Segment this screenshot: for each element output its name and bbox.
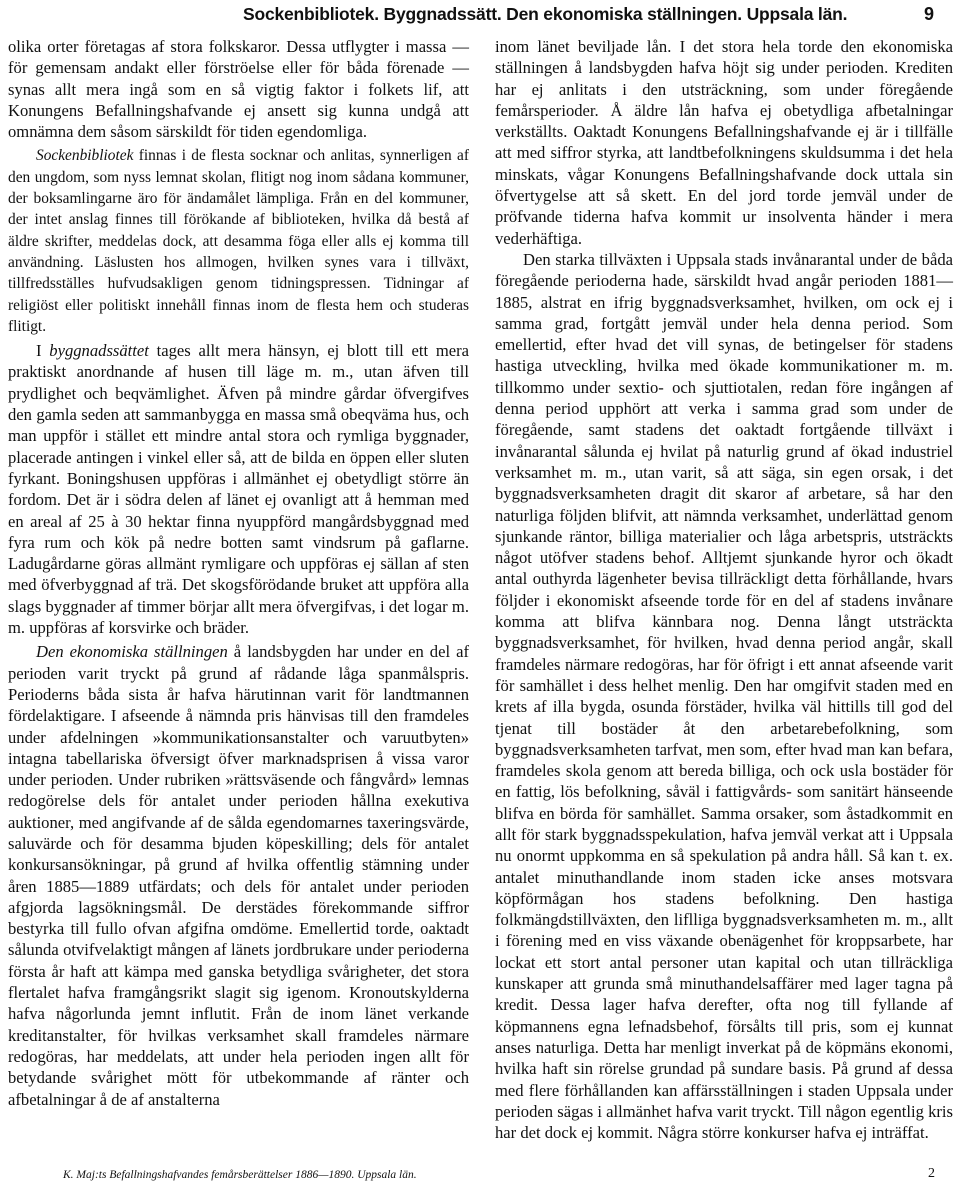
paragraph-lead: Den ekonomiska ställningen: [36, 642, 228, 662]
paragraph-credit: inom länet beviljade lån. I det stora hela torde den ekonomiska ställningen å landsbygden hafva höjt sig under perioden. Krediten har ej anlitats i den utsträckning, som under föregående femårsperioder. Å äldre lån hafva ej obetydliga afbetalningar verkställts. Oaktadt Konungens Befallningshafvande ej är i tillfälle att med siffror styrka, att landtbefolkningens skuldsumma i det hela minskats, vågar Konungens Befallningshafvande dock uttala sin öfvertygelse att så skett. En del jord torde jemväl under de pröfvande tiderna hafva kommit ur insolventa händer i mera vederhäftiga.: [495, 37, 953, 248]
paragraph-prefix: I: [36, 341, 50, 361]
running-title: Sockenbibliotek. Byggnadssätt. Den ekonomiska ställningen. Uppsala län.: [243, 4, 848, 24]
paragraph-text: tages allt mera hänsyn, ej blott till ett mera praktiskt anordnande af husen till läge m. m., utan äfven till prydlighet och beqvämlighet. Äfven på mindre gårdar öfvergifves den gamla seden att sammanbygga en massa små obeqväma hus, och man uppför i stället ett mindre antal stora och rymliga byggnader, placerade antingen i vinkel eller så, att de bilda en öppen eller sluten fyrkant. Boningshusen uppföras i allmänhet ej obetydligt större än fordom. Det är i södra delen af länet ej ovanligt att å hemman med en areal af 25 à 30 hektar finna nyuppförd mangårdsbyggnad med fyra rum och kök på nedre botten samt vindsrum på gaflarne. Ladugårdarne göras allmänt rymligare och uppföras ej sällan af sten med öfverbyggnad af trä. Det skogsförödande bruket att uppföra alla slags byggnader af timmer börjar allt mera öfvergifvas, i det logar m. m. uppföras af korsvirke och bräder.: [8, 341, 469, 638]
paragraph-text: å landsbygden har under en del af perioden varit tryckt på grund af rådande låga spanmålspris. Perioderns båda sista år hafva härutinnan varit för landtmannen fördelaktigare. I afseende å nämnda pris hänvisas till den framdeles under afdelningen »kommunikationsanstalter och varuutbyten» intagna tabellariska öfversigt öfver marknadsprisen å vissa varor under perioden. Under rubriken »rättsväsende och fångvård» lemnas redogörelse dels för antalet under perioden hållna exekutiva auktioner, med angifvande af de sålda egendomarnes taxeringsvärde, saluvärde och för desamma bjuden köpeskilling; dels för antalet konkursansökningar, på grund af hvilka offentlig stämning under åren 1885—1889 utfärdats; och dels för antalet under perioden afgjorda lagsökningsmål. De derstädes förekommande siffror bestyrka till fullo ofvan afgifna omdöme. Emellertid torde, oaktadt sålunda otvifvelaktigt mången af länets jordbrukare under perioderna första år haft att kämpa med ganska betydliga svårigheter, det stora flertalet hafva framgångsrikt slagit sig igenom. Kronoutskylderna hafva någorlunda jemnt influtit. Från de inom länet verkande kreditanstalter, för hvilkas verksamhet skall framdeles närmare redogöras, har meddelats, att under hela perioden ingen allt för betydande svårighet mött för utbekommande af ränter och afbetalningar å de af anstalterna: [8, 642, 469, 1109]
source-citation: K. Maj:ts Befallningshafvandes femårsberättelser 1886—1890. Uppsala län.: [63, 1169, 417, 1181]
paragraph-parish-library: [8, 145, 469, 337]
footer-page-number: 2: [928, 1166, 935, 1181]
right-column: [495, 36, 953, 1143]
paragraph-building-style: [8, 340, 469, 638]
paragraph-outings: olika orter företagas af stora folkskaror. Dessa utflygter i massa — för gemensam andakt eller förströelse eller för båda förenade — synas allt mera ingå som en så vigtig faktor i folkets lif, att Konungens Befallningshafvande ej ansett sig kunna undgå att omnämna dem såsom särskildt för tiden egendomliga.: [8, 37, 469, 142]
paragraph-uppsala-growth: Den starka tillväxten i Uppsala stads invånarantal under de båda föregående perioderna hade, särskildt hvad angår perioden 1881—1885, alstrat en ifrig byggnadsverksamhet, hvilken, om ock ej i samma grad, fortgått jemväl under hela denna period. Som emellertid, efter hvad det vill synas, de betingelser för stadens hastiga utveckling, hvilka med ökade kommunikationer m. m. tillkommo under sextio- och sjuttiotalen, redan före ingången af denna period upphört att verka i samma grad som under de föregående, samt stadens det oaktadt fortgående tillväxt i invånarantal sålunda ej hvilat på naturlig grund af ökad industriel verksamhet m. m., utan varit, så att säga, sin egen orsak, i det byggnadsverksamheten dragit dit skaror af arbetare, så har den naturliga följden blifvit, att nämnda verksamhet, underlättad genom sjunkande räntor, billiga materialier och låga arbetspris, utsträckts något utöfver stadens behof. Alltjemt sjunkande hyror och ökadt antal outhyrda lägenheter bevisa tillräckligt detta förhållande, hvars följder i ekonomiskt afseende torde för en del af stadens invånare komma att blifva kännbara nog. Denna långt utsträckta byggnadsverksamhet, för hvilken, hvad denna period angår, skall framdeles närmare redogöras, har för öfrigt i ett annat afseende varit för samhället i dess helhet menlig. Den har omgifvit staden med en krets af illa bygda, osunda förstäder, hvilka väl hittills till god del tjenat till bostäder åt den arbetarebefolkning, som byggnadsverksamheten tarfvat, men som, efter hvad man kan befara, framdeles skola genom att bereda billiga, och ock usla bostäder för en fattig, lös befolkning, såväl i fattigvårds- som sanitärt hänseende blifva en börda för samhället. Samma orsaker, som åstadkommit en allt för stark byggnadsspekulation, hafva jemväl verkat att i Uppsala nu onormt uppkomma en så spekulation på andra håll. Så kan t. ex. antalet minuthandlande inom staden icke anses motsvara köpförmågan hos stadens befolkning. Den hastiga folkmängdstillväxten, den liflliga byggnadsverksamheten m. m., allt i förening med en viss växande obenägenhet för kroppsarbete, har lockat ett stort antal personer utan kapital och utan tillräckliga kunskaper att grunda små minuthandelsaffärer med lager tagna på kredit. Dessa lager hafva derefter, ofta nog till fyllande af köpmannens egna lefnadsbehof, försålts till pris, som ej kunnat anses naturliga. Detta har menligt inverkat på de köpmäns ekonomi, hvilka haft sin rörelse grundad på sundare basis. På grund af dessa med flere förhållanden kan affärsställningen i staden Uppsala under perioden sägas i allmänhet hafva varit tryckt. Till någon egentlig kris har det dock ej kommit. Några större konkurser hafva ej inträffat.: [495, 249, 953, 1143]
left-column: [8, 36, 469, 1110]
page-header: [0, 4, 960, 28]
page-footer: [0, 1166, 960, 1189]
paragraph-text: finnas i de flesta socknar och anlitas, synnerligen af den ungdom, som nyss lemnat skolan, flitigt nog inom sådana kommuner, der boksamlingarne äro för ändamålet lämpliga. Från en del kommuner, der intet anslag finnes till förökande af biblioteken, hvilka då bestå af äldre skrifter, meddelas dock, att desamma föga eller alls ej komma till användning. Läslusten hos allmogen, hvilken synes vara i tillväxt, tillfredsställes hufvudsakligen genom tidningspressen. Tidningar af religiöst eller politiskt innehåll finnas inom de flesta hem och studeras flitigt.: [8, 147, 469, 335]
page-number: 9: [924, 4, 935, 24]
paragraph-economic-situation: [8, 641, 469, 1110]
paragraph-lead: byggnadssättet: [49, 341, 149, 361]
paragraph-lead: Sockenbibliotek: [36, 147, 134, 165]
